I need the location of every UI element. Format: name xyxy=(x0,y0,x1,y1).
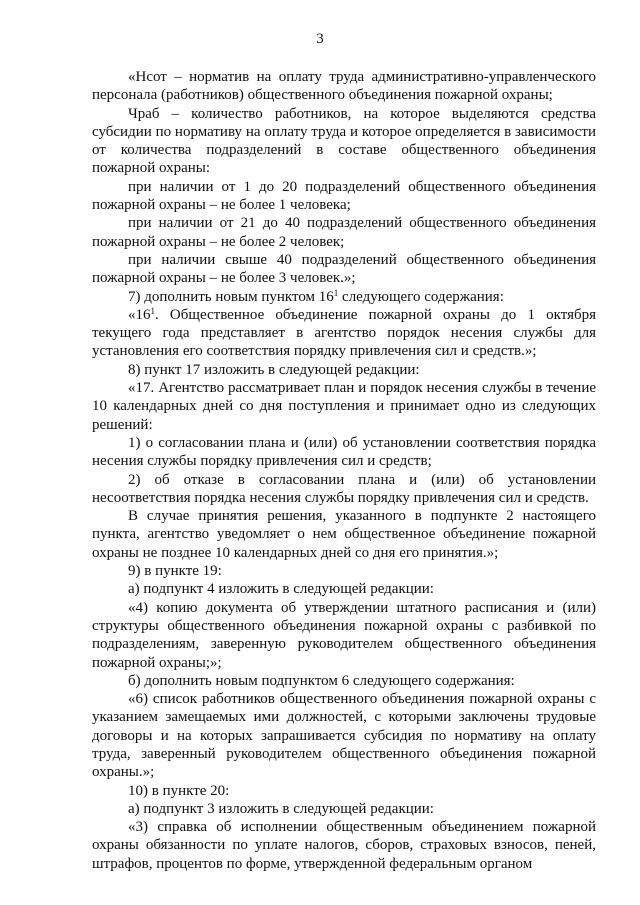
paragraph-subitem-b-6: б) дополнить новым подпунктом 6 следующего содержания: xyxy=(128,672,515,689)
paragraph-decision-2: 2) об отказе в согласовании плана и (или) об установлении несоответствия порядка несения службы порядку привлечения сил и средств. xyxy=(92,471,596,506)
paragraph-notification: В случае принятия решения, указанного в подпункте 2 настоящего пункта, агентство уведомляет о нем общественное объединение пожарной охраны не позднее 10 календарных дней со дня его принятия.»; xyxy=(92,508,596,561)
paragraph-1-20: при наличии от 1 до 20 подразделений общественного объединения пожарной охраны – не более 1 человека; xyxy=(92,178,596,214)
item-7-text-start: 7) дополнить новым пунктом 16 xyxy=(128,288,334,305)
paragraph-subitem-a-3: а) подпункт 3 изложить в следующей редакции: xyxy=(128,800,434,817)
paragraph-nsot: «Нсот – норматив на оплату труда административно-управленческого персонала (работников) общественного объединения пожарной охраны; xyxy=(92,69,596,104)
paragraph-item-17: «17. Агентство рассматривает план и порядок несения службы в течение 10 календарных дней со дня поступления и принимает одно из следующих решений: xyxy=(92,380,596,433)
paragraph-item-9: 9) в пункте 19: xyxy=(128,563,222,580)
document-body xyxy=(92,68,596,873)
paragraph-item-10: 10) в пункте 20: xyxy=(128,782,230,799)
paragraph-21-40: при наличии от 21 до 40 подразделений общественного объединения пожарной охраны – не более 2 человек; xyxy=(92,215,596,250)
paragraph-tax-certificate: «3) справка об исполнении общественным объединением пожарной охраны обязанности по уплате налогов, сборов, страховых взносов, пеней, штрафов, процентов по форме, утвержденной федеральным органом xyxy=(92,819,596,872)
item-16-1-superscript: 1 xyxy=(150,305,155,316)
paragraph-subitem-a-4: а) подпункт 4 изложить в следующей редакции: xyxy=(128,581,434,598)
item-7-superscript: 1 xyxy=(333,287,339,298)
paragraph-item-7 xyxy=(92,288,596,306)
paragraph-staff-schedule: «4) копию документа об утверждении штатного расписания и (или) структуры общественного объединения пожарной охраны с разбивкой по подразделениям, заверенную руководителем общественного объединения пожарной охраны;»; xyxy=(92,599,596,671)
paragraph-item-8: 8) пункт 17 изложить в следующей редакции: xyxy=(128,361,420,378)
paragraph-over-40: при наличии свыше 40 подразделений общественного объединения пожарной охраны – не более 3 человек.»; xyxy=(92,251,596,287)
item-16-1-text-start: «16 xyxy=(128,306,151,323)
paragraph-chrab: Чраб – количество работников, на которое выделяются средства субсидии по нормативу на оплату труда и которое определяется в зависимости от количества подразделений в составе общественного объединения пожарной охраны: xyxy=(92,105,596,177)
paragraph-decision-1: 1) о согласовании плана и (или) об установлении соответствия порядка несения службы порядку привлечения сил и средств; xyxy=(92,434,596,470)
item-7-text-end: следующего содержания: xyxy=(338,288,504,305)
page-number: 3 xyxy=(316,31,324,47)
paragraph-item-16-1 xyxy=(92,306,596,361)
paragraph-employee-list: «6) список работников общественного объединения пожарной охраны с указанием замещаемых ими должностей, с которыми заключены трудовые договоры и на которых запрашивается субсидия по нормативу на оплату труда, заверенный руководителем общественного объединения пожарной охраны.»; xyxy=(92,691,596,781)
item-16-1-text-end: . Общественное объединение пожарной охраны до 1 октября текущего года представляет в агентство порядок несения службы для установления его соответствия порядку привлечения сил и средств.»; xyxy=(92,306,596,360)
